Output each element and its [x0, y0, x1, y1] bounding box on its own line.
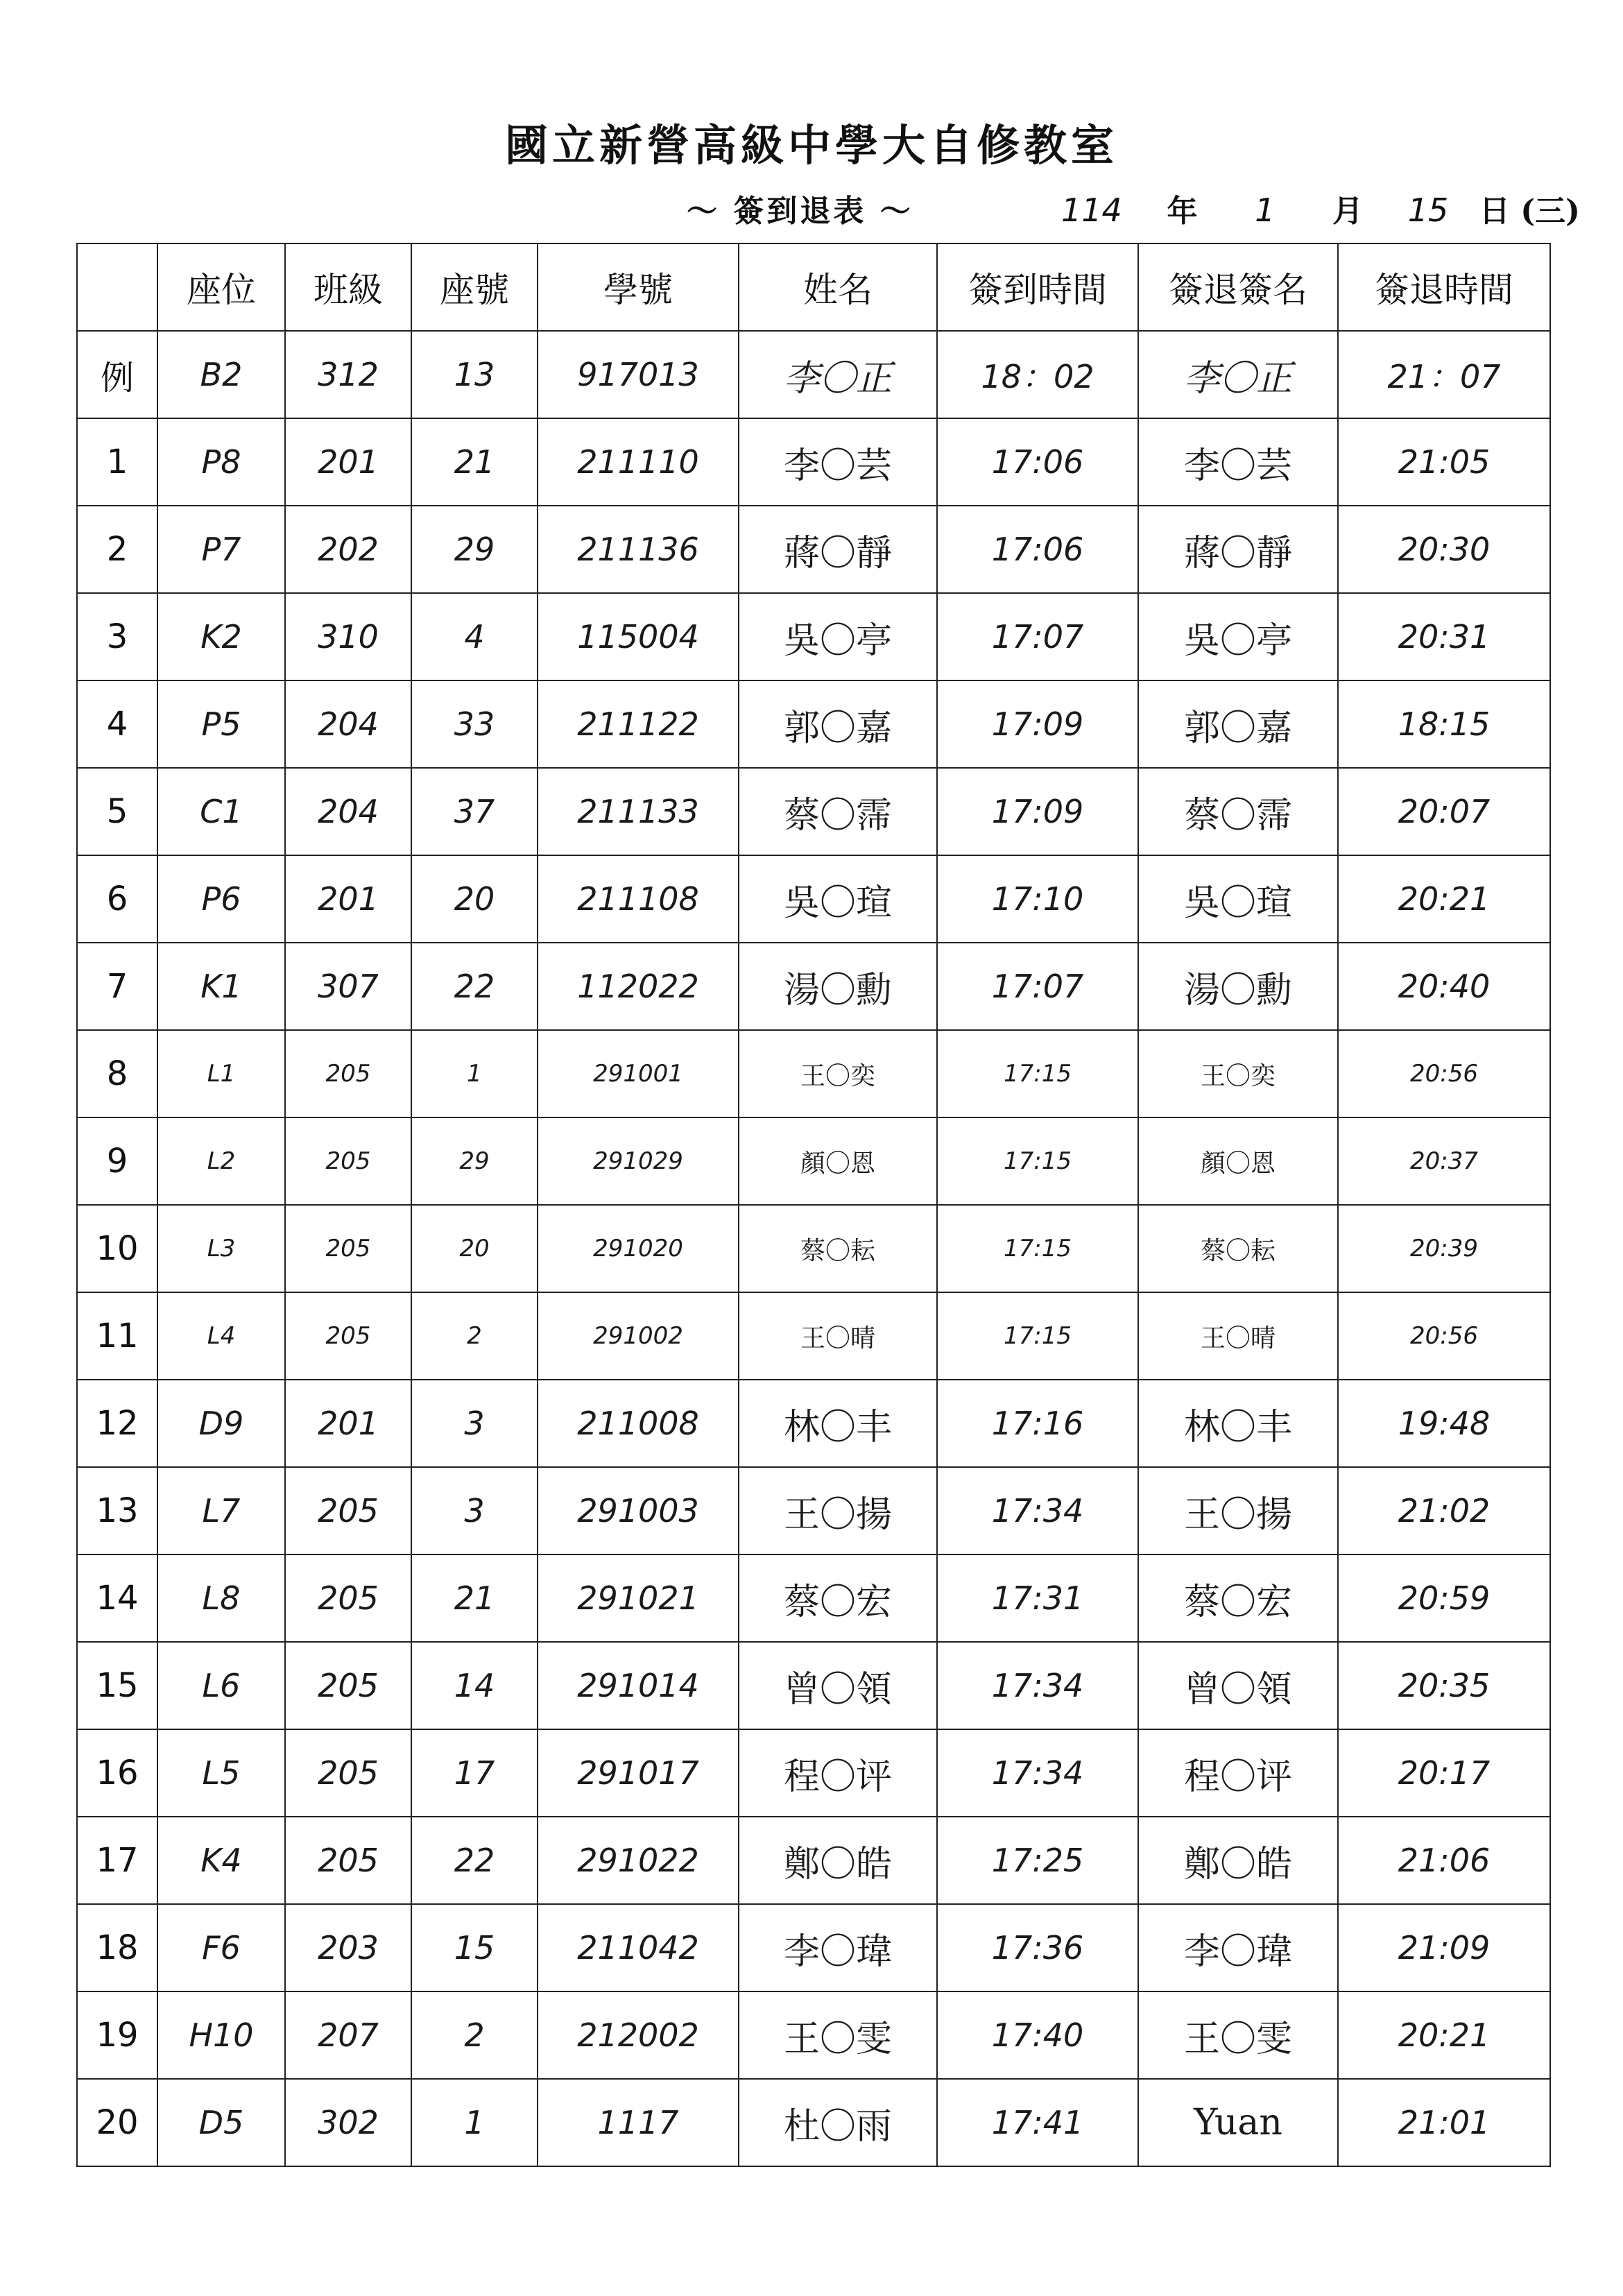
sign-in-time-cell: 17:40 — [937, 1991, 1138, 2079]
seat-cell: P7 — [157, 506, 285, 593]
row-number: 11 — [77, 1292, 157, 1380]
sign-out-time-cell: 21:01 — [1338, 2079, 1550, 2166]
name-cell: 王〇揚 — [739, 1467, 937, 1554]
class-cell: 205 — [285, 1467, 411, 1554]
row-number: 20 — [77, 2079, 157, 2166]
row-number: 12 — [77, 1380, 157, 1467]
sign-out-signature-cell: 郭〇嘉 — [1138, 680, 1338, 768]
seat-cell: P5 — [157, 680, 285, 768]
sign-out-signature-cell: 吳〇亭 — [1138, 593, 1338, 680]
sign-out-time-cell: 21:02 — [1338, 1467, 1550, 1554]
student-id-cell: 291001 — [538, 1030, 739, 1117]
name-cell: 曾〇領 — [739, 1642, 937, 1729]
sign-in-time-cell: 17:06 — [937, 418, 1138, 506]
seat-cell: L7 — [157, 1467, 285, 1554]
sign-out-time-cell: 20:56 — [1338, 1292, 1550, 1380]
row-number: 16 — [77, 1729, 157, 1817]
student-id-cell: 1117 — [538, 2079, 739, 2166]
student-id-cell: 291022 — [538, 1817, 739, 1904]
seat-number-cell: 21 — [411, 1554, 538, 1642]
seat-number-cell: 1 — [411, 1030, 538, 1117]
row-number: 13 — [77, 1467, 157, 1554]
seat-cell: B2 — [157, 331, 285, 418]
seat-number-cell: 2 — [411, 1292, 538, 1380]
student-id-cell: 211008 — [538, 1380, 739, 1467]
student-id-cell: 291014 — [538, 1642, 739, 1729]
sign-out-signature-cell: 湯〇勳 — [1138, 943, 1338, 1030]
date-day: 15 — [1407, 191, 1449, 229]
seat-number-cell: 20 — [411, 1205, 538, 1292]
sign-in-time-cell: 17:07 — [937, 593, 1138, 680]
sign-out-signature-cell: 李〇芸 — [1138, 418, 1338, 506]
sign-out-signature-cell: 林〇丰 — [1138, 1380, 1338, 1467]
sign-in-time-cell: 18：02 — [937, 331, 1138, 418]
name-cell: 顏〇恩 — [739, 1117, 937, 1205]
sign-out-signature-cell: 李〇正 — [1138, 331, 1338, 418]
seat-number-cell: 29 — [411, 1117, 538, 1205]
table-row — [77, 1554, 1550, 1642]
name-cell: 吳〇亭 — [739, 593, 937, 680]
example-row — [77, 331, 1550, 418]
row-number: 14 — [77, 1554, 157, 1642]
sign-out-time-cell: 20:39 — [1338, 1205, 1550, 1292]
seat-number-cell: 22 — [411, 943, 538, 1030]
table-row — [77, 418, 1550, 506]
seat-cell: D5 — [157, 2079, 285, 2166]
seat-cell: C1 — [157, 768, 285, 855]
seat-cell: L2 — [157, 1117, 285, 1205]
table-row — [77, 1991, 1550, 2079]
seat-cell: L4 — [157, 1292, 285, 1380]
sign-out-time-cell: 20:59 — [1338, 1554, 1550, 1642]
class-cell: 205 — [285, 1117, 411, 1205]
seat-number-cell: 14 — [411, 1642, 538, 1729]
student-id-cell: 112022 — [538, 943, 739, 1030]
row-number: 2 — [77, 506, 157, 593]
sign-out-signature-cell: 李〇瑋 — [1138, 1904, 1338, 1991]
class-cell: 203 — [285, 1904, 411, 1991]
sign-in-time-cell: 17:06 — [937, 506, 1138, 593]
row-number: 1 — [77, 418, 157, 506]
sign-in-time-cell: 17:15 — [937, 1117, 1138, 1205]
table-row — [77, 593, 1550, 680]
header-index — [77, 243, 157, 331]
seat-number-cell: 3 — [411, 1467, 538, 1554]
header-seat: 座位 — [157, 243, 285, 331]
date-weekday: (三) — [1520, 194, 1580, 229]
date-day-unit: 日 — [1479, 194, 1510, 229]
header-seat-number: 座號 — [411, 243, 538, 331]
seat-cell: F6 — [157, 1904, 285, 1991]
sign-out-time-cell: 20:35 — [1338, 1642, 1550, 1729]
seat-cell: P8 — [157, 418, 285, 506]
student-id-cell: 211133 — [538, 768, 739, 855]
seat-cell: K4 — [157, 1817, 285, 1904]
class-cell: 205 — [285, 1205, 411, 1292]
name-cell: 蔡〇耘 — [739, 1205, 937, 1292]
sign-out-time-cell: 20:17 — [1338, 1729, 1550, 1817]
sign-in-time-cell: 17:15 — [937, 1205, 1138, 1292]
student-id-cell: 211122 — [538, 680, 739, 768]
sign-out-signature-cell: 蔡〇霈 — [1138, 768, 1338, 855]
class-cell: 204 — [285, 680, 411, 768]
sign-out-signature-cell: 吳〇瑄 — [1138, 855, 1338, 943]
student-id-cell: 917013 — [538, 331, 739, 418]
class-cell: 205 — [285, 1729, 411, 1817]
table-row — [77, 1817, 1550, 1904]
row-number: 5 — [77, 768, 157, 855]
seat-number-cell: 21 — [411, 418, 538, 506]
name-cell: 程〇评 — [739, 1729, 937, 1817]
name-cell: 李〇正 — [739, 331, 937, 418]
table-row — [77, 1380, 1550, 1467]
class-cell: 312 — [285, 331, 411, 418]
name-cell: 王〇雯 — [739, 1991, 937, 2079]
sign-out-signature-cell: 蔣〇靜 — [1138, 506, 1338, 593]
sheet-date — [1061, 186, 1580, 230]
table-row — [77, 680, 1550, 768]
class-cell: 204 — [285, 768, 411, 855]
sign-in-time-cell: 17:34 — [937, 1729, 1138, 1817]
student-id-cell: 211108 — [538, 855, 739, 943]
student-id-cell: 291020 — [538, 1205, 739, 1292]
row-number: 15 — [77, 1642, 157, 1729]
sign-out-signature-cell: 鄭〇皓 — [1138, 1817, 1338, 1904]
sign-out-signature-cell: 王〇雯 — [1138, 1991, 1338, 2079]
student-id-cell: 212002 — [538, 1991, 739, 2079]
table-row — [77, 1467, 1550, 1554]
name-cell: 郭〇嘉 — [739, 680, 937, 768]
row-number: 6 — [77, 855, 157, 943]
class-cell: 205 — [285, 1642, 411, 1729]
row-number: 10 — [77, 1205, 157, 1292]
date-month-unit: 月 — [1332, 194, 1364, 229]
name-cell: 王〇晴 — [739, 1292, 937, 1380]
seat-number-cell: 4 — [411, 593, 538, 680]
sign-out-time-cell: 20:07 — [1338, 768, 1550, 855]
sign-out-time-cell: 19:48 — [1338, 1380, 1550, 1467]
sign-in-time-cell: 17:16 — [937, 1380, 1138, 1467]
student-id-cell: 211110 — [538, 418, 739, 506]
table-row — [77, 1729, 1550, 1817]
header-class: 班級 — [285, 243, 411, 331]
student-id-cell: 291021 — [538, 1554, 739, 1642]
sign-out-signature-cell: 蔡〇宏 — [1138, 1554, 1338, 1642]
class-cell: 205 — [285, 1030, 411, 1117]
sign-out-time-cell: 21:09 — [1338, 1904, 1550, 1991]
table-row — [77, 2079, 1550, 2166]
sign-in-time-cell: 17:10 — [937, 855, 1138, 943]
table-row — [77, 1292, 1550, 1380]
name-cell: 王〇奕 — [739, 1030, 937, 1117]
row-number: 8 — [77, 1030, 157, 1117]
sign-in-time-cell: 17:31 — [937, 1554, 1138, 1642]
sign-out-signature-cell: 王〇揚 — [1138, 1467, 1338, 1554]
header-student-id: 學號 — [538, 243, 739, 331]
sheet-subtitle: ～ 簽到退表 ～ — [687, 194, 913, 229]
seat-cell: P6 — [157, 855, 285, 943]
row-number: 17 — [77, 1817, 157, 1904]
seat-number-cell: 13 — [411, 331, 538, 418]
sign-in-time-cell: 17:09 — [937, 768, 1138, 855]
seat-cell: L6 — [157, 1642, 285, 1729]
student-id-cell: 115004 — [538, 593, 739, 680]
class-cell: 205 — [285, 1292, 411, 1380]
sign-out-time-cell: 21:06 — [1338, 1817, 1550, 1904]
sign-in-time-cell: 17:15 — [937, 1030, 1138, 1117]
sign-out-time-cell: 20:37 — [1338, 1117, 1550, 1205]
sign-out-time-cell: 21:05 — [1338, 418, 1550, 506]
date-month: 1 — [1255, 191, 1276, 229]
sign-out-signature-cell: 顏〇恩 — [1138, 1117, 1338, 1205]
sign-out-time-cell: 20:21 — [1338, 1991, 1550, 2079]
student-id-cell: 291002 — [538, 1292, 739, 1380]
row-number: 9 — [77, 1117, 157, 1205]
table-row — [77, 943, 1550, 1030]
table-row — [77, 1117, 1550, 1205]
seat-number-cell: 20 — [411, 855, 538, 943]
sign-in-table — [76, 243, 1551, 2167]
seat-cell: L8 — [157, 1554, 285, 1642]
sign-in-time-cell: 17:15 — [937, 1292, 1138, 1380]
row-number: 7 — [77, 943, 157, 1030]
header-name: 姓名 — [739, 243, 937, 331]
row-number: 4 — [77, 680, 157, 768]
sign-out-time-cell: 18:15 — [1338, 680, 1550, 768]
seat-number-cell: 2 — [411, 1991, 538, 2079]
name-cell: 李〇瑋 — [739, 1904, 937, 1991]
seat-cell: H10 — [157, 1991, 285, 2079]
name-cell: 蔣〇靜 — [739, 506, 937, 593]
header-sign-out-time: 簽退時間 — [1338, 243, 1550, 331]
name-cell: 湯〇勳 — [739, 943, 937, 1030]
sign-out-signature-cell: 曾〇領 — [1138, 1642, 1338, 1729]
page-title: 國立新營高級中學大自修教室 — [504, 120, 1118, 171]
sign-out-time-cell: 20:40 — [1338, 943, 1550, 1030]
sign-out-time-cell: 21：07 — [1338, 331, 1550, 418]
student-id-cell: 291017 — [538, 1729, 739, 1817]
row-number: 3 — [77, 593, 157, 680]
sign-out-time-cell: 20:30 — [1338, 506, 1550, 593]
seat-number-cell: 3 — [411, 1380, 538, 1467]
sign-out-signature-cell: 程〇评 — [1138, 1729, 1338, 1817]
sign-in-time-cell: 17:09 — [937, 680, 1138, 768]
seat-number-cell: 17 — [411, 1729, 538, 1817]
table-row — [77, 855, 1550, 943]
seat-cell: D9 — [157, 1380, 285, 1467]
name-cell: 杜〇雨 — [739, 2079, 937, 2166]
class-cell: 202 — [285, 506, 411, 593]
sign-in-time-cell: 17:34 — [937, 1642, 1138, 1729]
class-cell: 201 — [285, 418, 411, 506]
sign-out-signature-cell: Yuan — [1138, 2079, 1338, 2166]
sign-in-time-cell: 17:34 — [937, 1467, 1138, 1554]
class-cell: 201 — [285, 1380, 411, 1467]
row-number: 19 — [77, 1991, 157, 2079]
row-number: 18 — [77, 1904, 157, 1991]
name-cell: 林〇丰 — [739, 1380, 937, 1467]
class-cell: 310 — [285, 593, 411, 680]
sign-out-signature-cell: 王〇晴 — [1138, 1292, 1338, 1380]
sign-out-signature-cell: 王〇奕 — [1138, 1030, 1338, 1117]
name-cell: 吳〇瑄 — [739, 855, 937, 943]
class-cell: 205 — [285, 1817, 411, 1904]
sign-out-time-cell: 20:56 — [1338, 1030, 1550, 1117]
student-id-cell: 211042 — [538, 1904, 739, 1991]
seat-number-cell: 33 — [411, 680, 538, 768]
seat-cell: L3 — [157, 1205, 285, 1292]
student-id-cell: 291003 — [538, 1467, 739, 1554]
student-id-cell: 291029 — [538, 1117, 739, 1205]
seat-number-cell: 15 — [411, 1904, 538, 1991]
table-row — [77, 1205, 1550, 1292]
header-row — [77, 243, 1550, 331]
row-number: 例 — [77, 331, 157, 418]
table-row — [77, 1904, 1550, 1991]
table-row — [77, 768, 1550, 855]
sign-out-signature-cell: 蔡〇耘 — [1138, 1205, 1338, 1292]
header-sign-in-time: 簽到時間 — [937, 243, 1138, 331]
header-sign-out-signature: 簽退簽名 — [1138, 243, 1338, 331]
sign-out-time-cell: 20:21 — [1338, 855, 1550, 943]
seat-cell: K1 — [157, 943, 285, 1030]
date-year: 114 — [1061, 191, 1122, 229]
class-cell: 302 — [285, 2079, 411, 2166]
seat-number-cell: 29 — [411, 506, 538, 593]
seat-cell: L5 — [157, 1729, 285, 1817]
table-row — [77, 1030, 1550, 1117]
name-cell: 李〇芸 — [739, 418, 937, 506]
date-year-unit: 年 — [1167, 194, 1198, 229]
name-cell: 蔡〇霈 — [739, 768, 937, 855]
sign-in-time-cell: 17:41 — [937, 2079, 1138, 2166]
seat-cell: K2 — [157, 593, 285, 680]
seat-number-cell: 37 — [411, 768, 538, 855]
sign-out-time-cell: 20:31 — [1338, 593, 1550, 680]
sign-in-time-cell: 17:36 — [937, 1904, 1138, 1991]
seat-number-cell: 1 — [411, 2079, 538, 2166]
sign-in-time-cell: 17:07 — [937, 943, 1138, 1030]
name-cell: 鄭〇皓 — [739, 1817, 937, 1904]
class-cell: 207 — [285, 1991, 411, 2079]
student-id-cell: 211136 — [538, 506, 739, 593]
name-cell: 蔡〇宏 — [739, 1554, 937, 1642]
seat-cell: L1 — [157, 1030, 285, 1117]
seat-number-cell: 22 — [411, 1817, 538, 1904]
class-cell: 205 — [285, 1554, 411, 1642]
sign-in-time-cell: 17:25 — [937, 1817, 1138, 1904]
class-cell: 201 — [285, 855, 411, 943]
class-cell: 307 — [285, 943, 411, 1030]
table-row — [77, 506, 1550, 593]
table-row — [77, 1642, 1550, 1729]
